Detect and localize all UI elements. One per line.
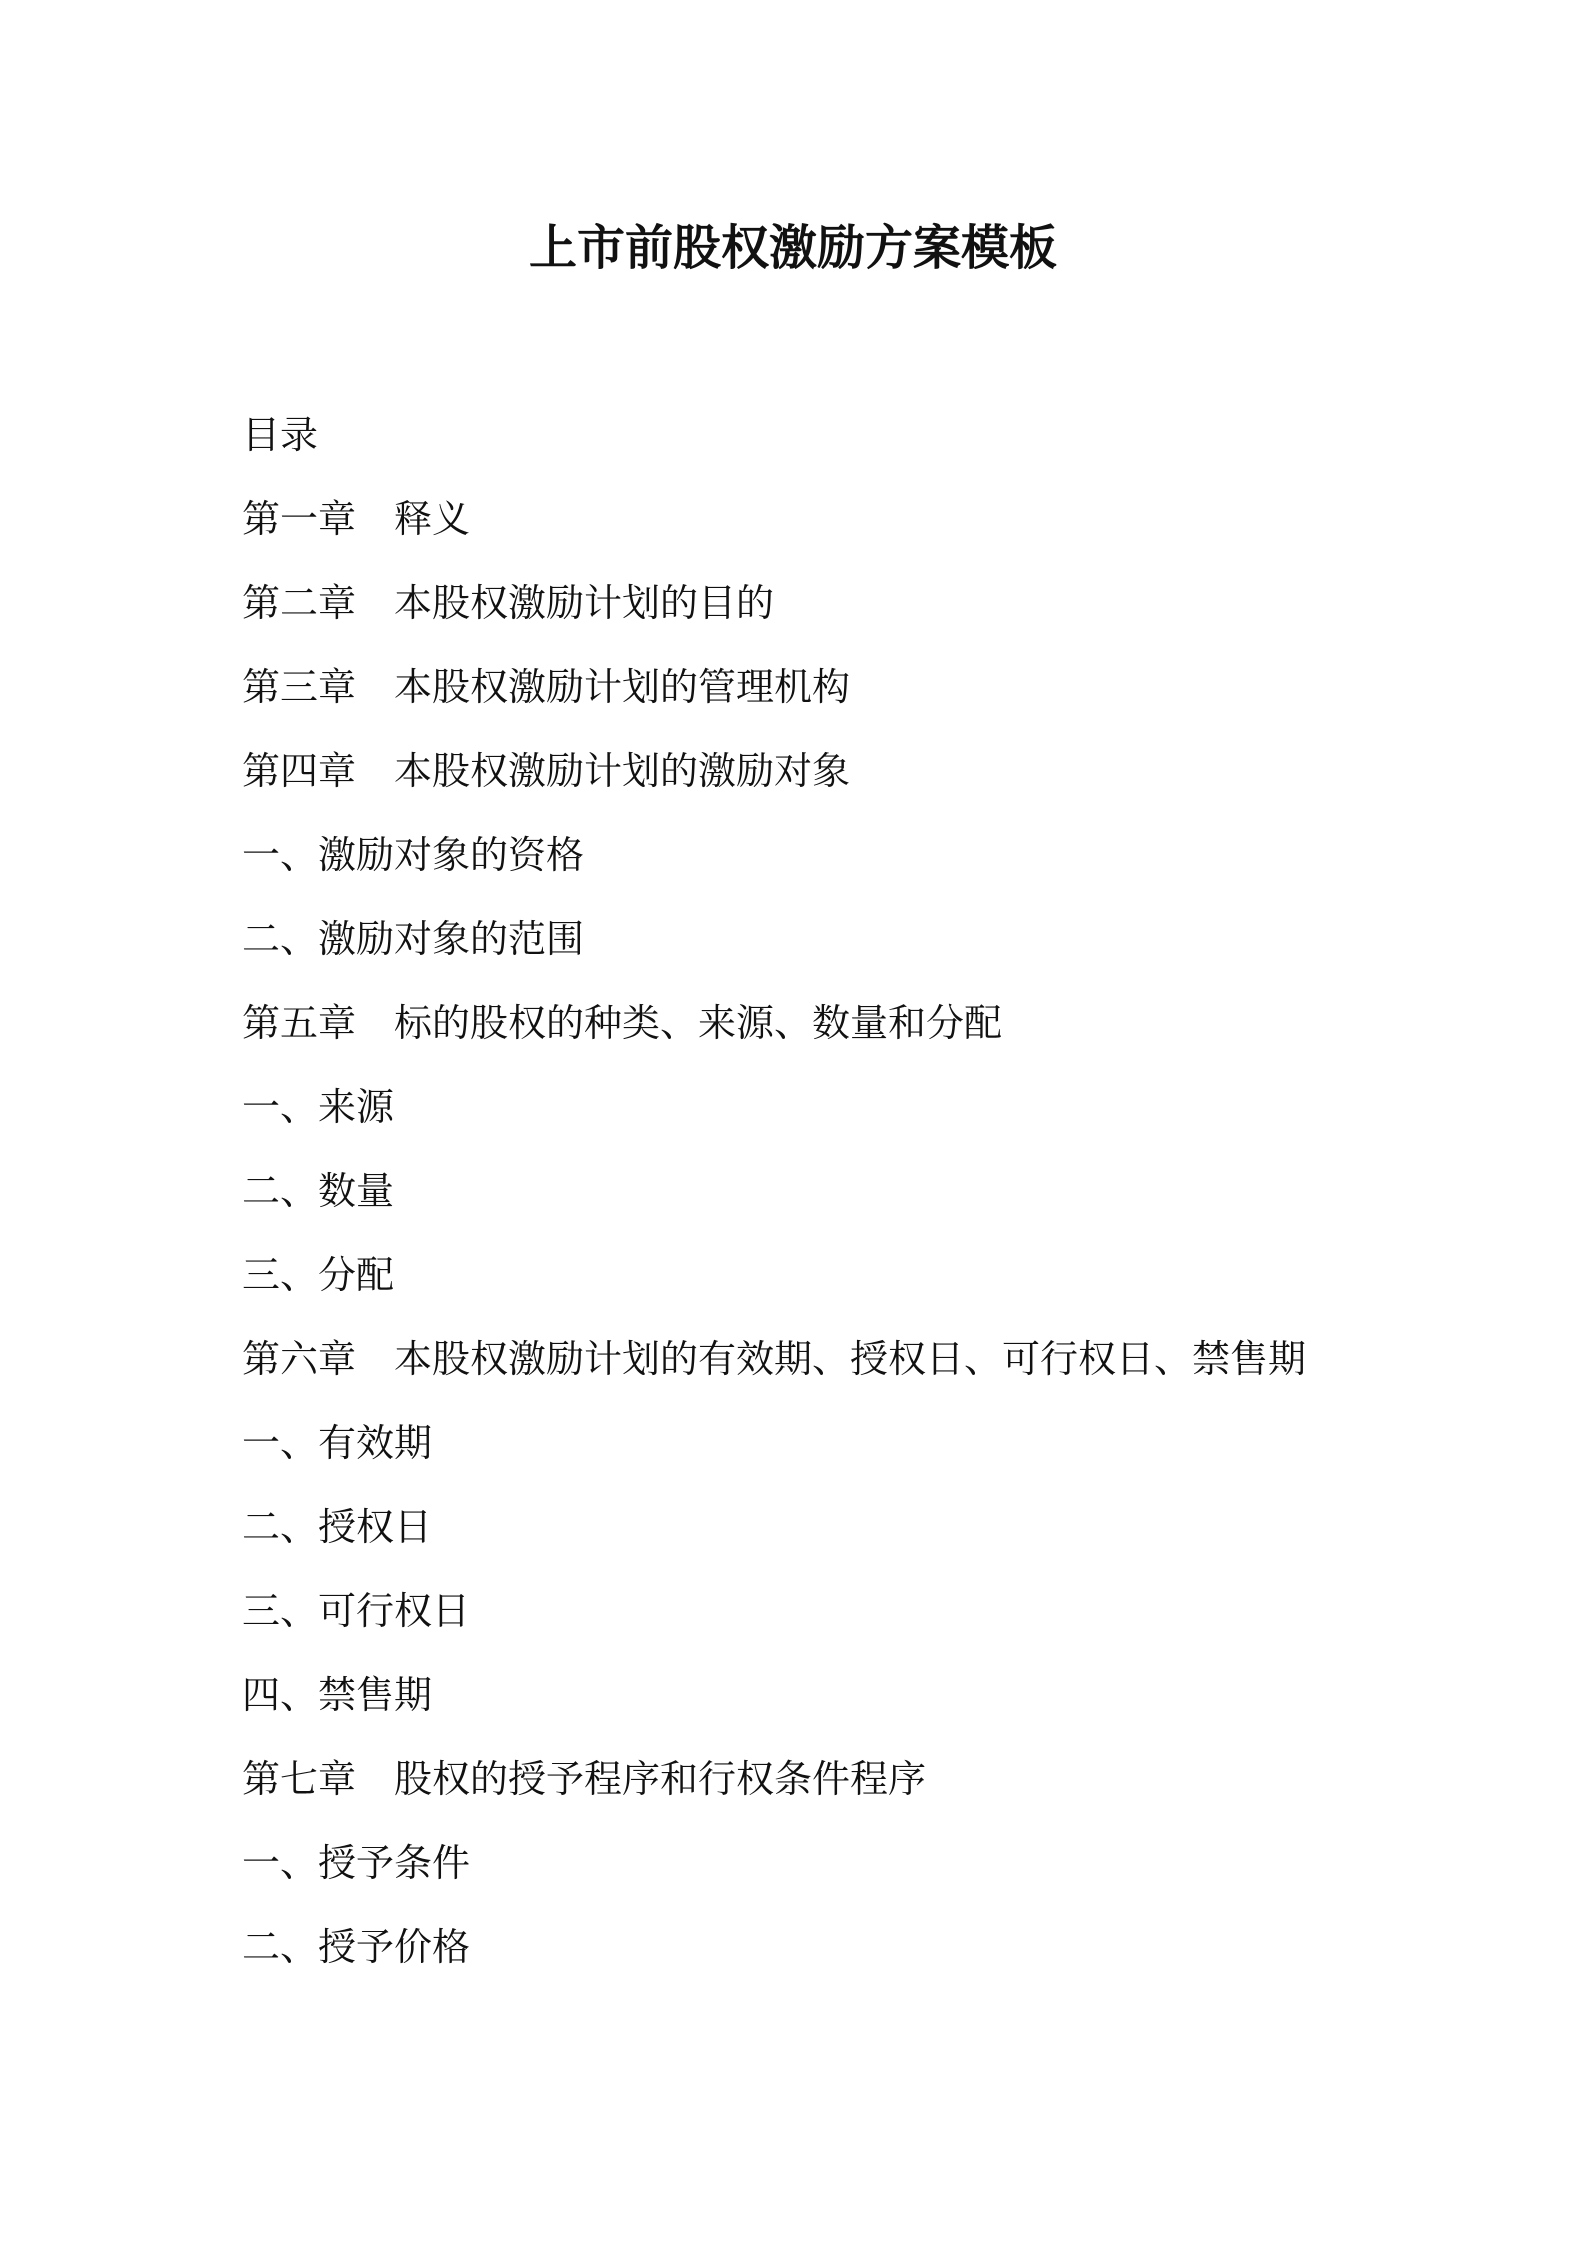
section-title: 三、可行权日 — [242, 1589, 471, 1633]
toc-chapter-entry — [242, 1329, 1442, 1413]
toc-section-entry — [242, 825, 1442, 909]
toc-chapter-entry — [242, 657, 1442, 741]
chapter-number: 第六章 — [242, 1337, 357, 1381]
chapter-number: 第五章 — [242, 1001, 357, 1045]
chapter-number: 第七章 — [242, 1757, 357, 1801]
toc-section-entry — [242, 1497, 1442, 1581]
table-of-contents — [242, 489, 1442, 2001]
chapter-number: 第二章 — [242, 581, 357, 625]
section-title: 二、授权日 — [242, 1505, 433, 1549]
section-title: 二、授予价格 — [242, 1925, 471, 1969]
chapter-title: 本股权激励计划的有效期、授权日、可行权日、禁售期 — [394, 1337, 1307, 1381]
toc-chapter-entry — [242, 993, 1442, 1077]
chapter-number: 第一章 — [242, 497, 357, 541]
toc-section-entry — [242, 1581, 1442, 1665]
section-title: 一、来源 — [242, 1085, 395, 1129]
toc-section-entry — [242, 1245, 1442, 1329]
section-title: 四、禁售期 — [242, 1673, 433, 1717]
toc-chapter-entry — [242, 573, 1442, 657]
chapter-title: 释义 — [394, 497, 471, 541]
chapter-title: 本股权激励计划的激励对象 — [394, 749, 851, 793]
toc-section-entry — [242, 1413, 1442, 1497]
toc-section-entry — [242, 1077, 1442, 1161]
document-title: 上市前股权激励方案模板 — [528, 220, 1057, 276]
section-title: 三、分配 — [242, 1253, 395, 1297]
chapter-title: 标的股权的种类、来源、数量和分配 — [394, 1001, 1003, 1045]
toc-section-entry — [242, 1161, 1442, 1245]
toc-section-entry — [242, 1917, 1442, 2001]
section-title: 二、激励对象的范围 — [242, 917, 585, 961]
chapter-title: 本股权激励计划的目的 — [394, 581, 775, 625]
toc-section-entry — [242, 1833, 1442, 1917]
chapter-title: 股权的授予程序和行权条件程序 — [394, 1757, 927, 1801]
toc-heading: 目录 — [242, 413, 319, 457]
toc-chapter-entry — [242, 741, 1442, 825]
chapter-number: 第三章 — [242, 665, 357, 709]
section-title: 一、有效期 — [242, 1421, 433, 1465]
chapter-number: 第四章 — [242, 749, 357, 793]
toc-chapter-entry — [242, 1749, 1442, 1833]
toc-chapter-entry — [242, 489, 1442, 573]
section-title: 一、授予条件 — [242, 1841, 471, 1885]
toc-section-entry — [242, 1665, 1442, 1749]
chapter-title: 本股权激励计划的管理机构 — [394, 665, 851, 709]
section-title: 二、数量 — [242, 1169, 395, 1213]
toc-section-entry — [242, 909, 1442, 993]
section-title: 一、激励对象的资格 — [242, 833, 585, 877]
